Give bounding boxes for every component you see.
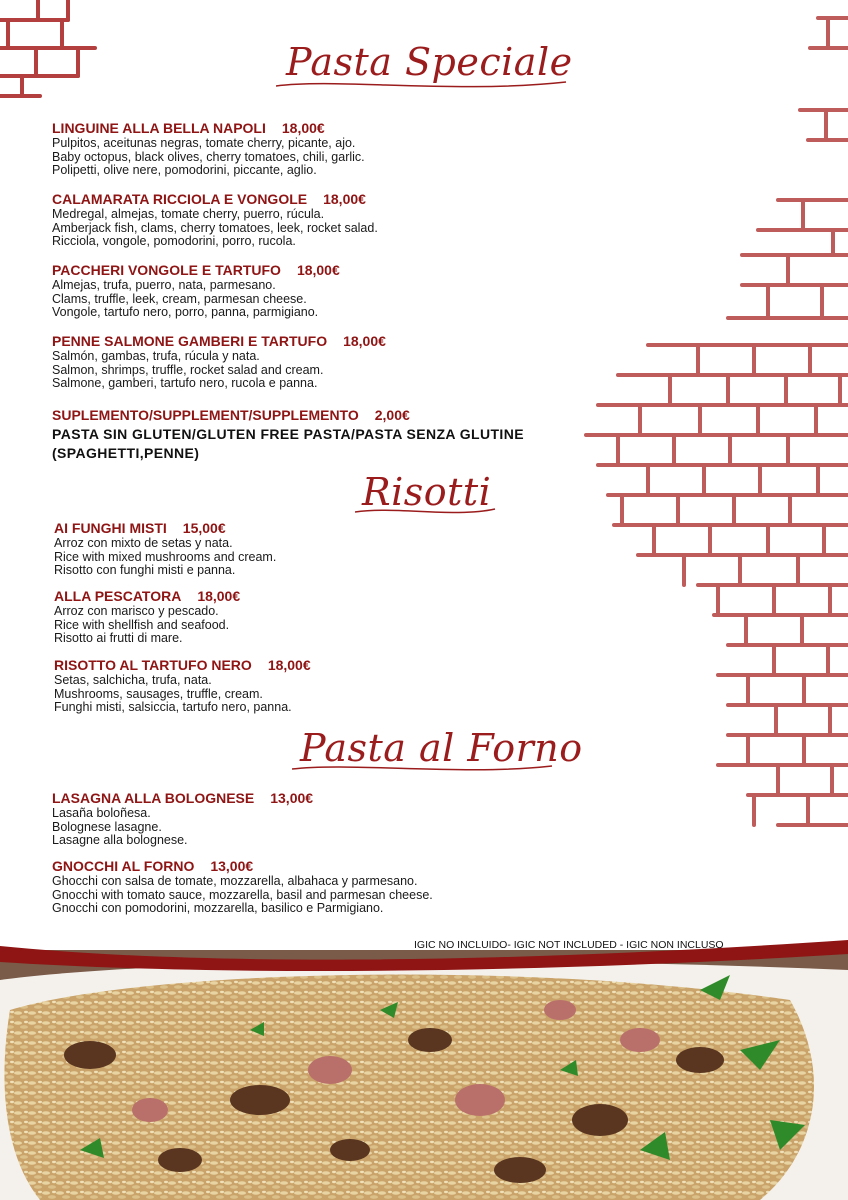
dish-desc-es: Medregal, almejas, tomate cherry, puerro, rúcula. — [52, 207, 325, 221]
dish-name: LASAGNA ALLA BOLOGNESE — [52, 790, 255, 806]
dish-price: 18,00€ — [197, 588, 241, 604]
dish-desc-en: Amberjack fish, clams, cherry tomatoes, leek, rocket salad. — [52, 220, 378, 235]
dish-name: PENNE SALMONE GAMBERI E TARTUFO — [52, 333, 328, 349]
dish-desc-en: Rice with mixed mushrooms and cream. — [54, 549, 277, 564]
dish-price: 13,00€ — [210, 858, 254, 874]
dish-desc-en: Clams, truffle, leek, cream, parmesan cheese. — [52, 291, 307, 306]
dish-price: 15,00€ — [182, 520, 226, 536]
dish-desc-es: Setas, salchicha, trufa, nata. — [54, 673, 212, 687]
dish-desc-es: Ghocchi con salsa de tomate, mozzarella, albahaca y parmesano. — [52, 874, 418, 888]
dish-desc-it: Vongole, tartufo nero, porro, panna, parmigiano. — [52, 305, 319, 320]
dish-desc-it: Funghi misti, salsiccia, tartufo nero, panna. — [54, 700, 292, 715]
dish-linguine — [52, 120, 365, 178]
dish-desc-it: Ricciola, vongole, pomodorini, porro, rucola. — [52, 234, 296, 249]
section-title-pasta-al-forno: Pasta al Forno — [300, 726, 583, 770]
dish-price: 18,00€ — [296, 262, 340, 278]
supplement-name: SUPLEMENTO/SUPPLEMENT/SUPPLEMENTO — [52, 407, 359, 423]
dish-desc-en: Salmon, shrimps, truffle, rocket salad and cream. — [52, 362, 324, 377]
dish-desc-es: Arroz con mixto de setas y nata. — [54, 536, 233, 550]
brick-wall-top-left — [0, 0, 110, 100]
risotto-photo-icon — [0, 950, 848, 1200]
dish-price: 18,00€ — [267, 657, 311, 673]
dish-desc-es: Lasaña boloñesa. — [52, 806, 151, 820]
section-title-risotti: Risotti — [362, 470, 492, 514]
dish-desc-en: Mushrooms, sausages, truffle, cream. — [54, 686, 263, 701]
dish-desc-it: Salmone, gamberi, tartufo nero, rucola e panna. — [52, 376, 318, 391]
dish-desc-it: Lasagne alla bolognese. — [52, 833, 188, 848]
dish-desc-es: Almejas, trufa, puerro, nata, parmesano. — [52, 278, 276, 292]
dish-tartufo-nero — [54, 657, 311, 715]
dish-name: PACCHERI VONGOLE E TARTUFO — [52, 262, 281, 278]
dish-desc-es: Arroz con marisco y pescado. — [54, 604, 219, 618]
supplement — [52, 407, 524, 462]
supplement-note: PASTA SIN GLUTEN/GLUTEN FREE PASTA/PASTA SENZA GLUTINE — [52, 426, 524, 442]
tax-note: IGIC NO INCLUIDO- IGIC NOT INCLUDED - IGIC NON INCLUSO — [414, 939, 724, 951]
dish-desc-it: Risotto ai frutti di mare. — [54, 631, 183, 646]
brick-wall-right — [578, 0, 848, 860]
dish-name: CALAMARATA RICCIOLA E VONGOLE — [52, 191, 308, 207]
dish-desc-it: Polipetti, olive nere, pomodorini, piccante, aglio. — [52, 163, 317, 178]
dish-name: RISOTTO AL TARTUFO NERO — [54, 657, 252, 673]
supplement-note-pastas: (SPAGHETTI,PENNE) — [52, 445, 200, 461]
dish-name: ALLA PESCATORA — [54, 588, 182, 604]
dish-calamarata — [52, 191, 378, 249]
dish-price: 18,00€ — [343, 333, 386, 349]
supplement-price: 2,00€ — [374, 407, 410, 423]
section-title-pasta-speciale: Pasta Speciale — [286, 40, 573, 84]
dish-name: LINGUINE ALLA BELLA NAPOLI — [52, 120, 266, 136]
dish-desc-en: Gnocchi with tomato sauce, mozzarella, basil and parmesan cheese. — [52, 887, 433, 902]
title-flourish — [292, 760, 562, 778]
title-flourish — [276, 76, 576, 96]
dish-desc-es: Pulpitos, aceitunas negras, tomate cherry, picante, ajo. — [52, 136, 356, 150]
dish-name: GNOCCHI AL FORNO — [52, 858, 195, 874]
dish-price: 18,00€ — [323, 191, 366, 207]
dish-desc-it: Gnocchi con pomodorini, mozzarella, basilico e Parmigiano. — [52, 901, 384, 916]
dish-gnocchi — [52, 858, 433, 916]
dish-desc-it: Risotto con funghi misti e panna. — [54, 563, 236, 578]
dish-funghi-misti — [54, 520, 276, 578]
dish-pescatora — [54, 588, 240, 646]
dish-paccheri — [52, 262, 340, 320]
dish-lasagna — [52, 790, 313, 848]
dish-desc-en: Rice with shellfish and seafood. — [54, 617, 230, 632]
title-flourish — [355, 504, 505, 520]
dish-price: 13,00€ — [270, 790, 314, 806]
dish-desc-en: Baby octopus, black olives, cherry tomatoes, chili, garlic. — [52, 149, 365, 164]
dish-name: AI FUNGHI MISTI — [54, 520, 167, 536]
dish-price: 18,00€ — [281, 120, 325, 136]
dish-desc-es: Salmón, gambas, trufa, rúcula y nata. — [52, 349, 260, 363]
dish-desc-en: Bolognese lasagne. — [52, 819, 162, 834]
dish-penne-salmone — [52, 333, 386, 391]
